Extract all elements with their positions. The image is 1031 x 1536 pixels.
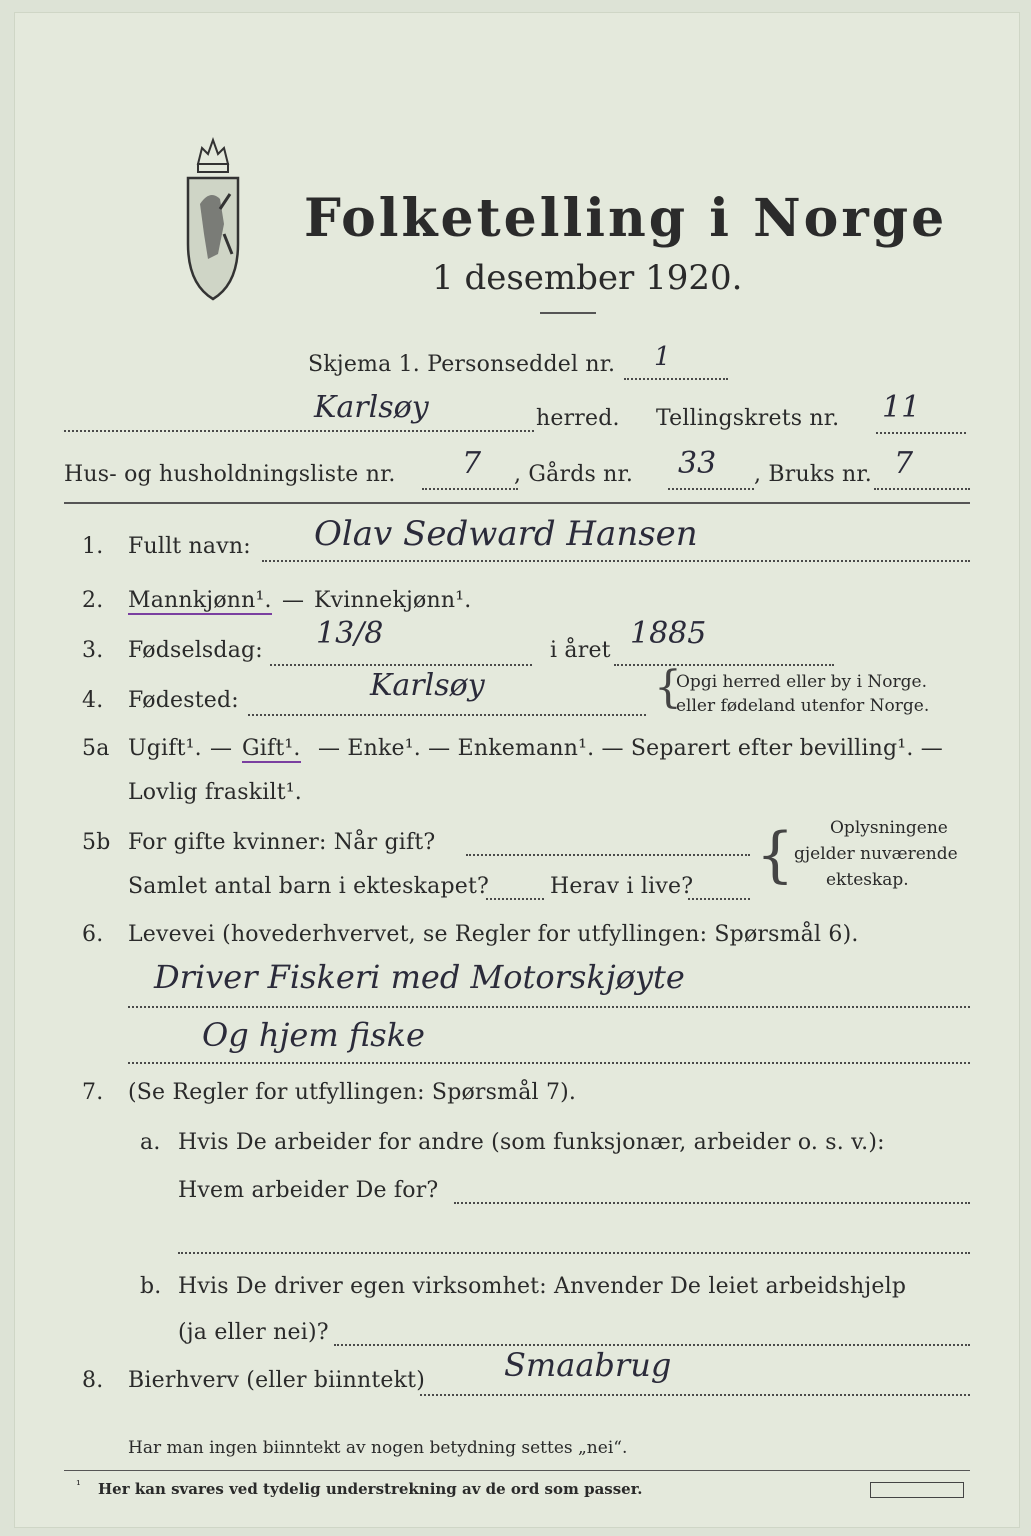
q8-value: Smaabrug bbox=[504, 1346, 672, 1384]
herred-value: Karlsøy bbox=[314, 390, 429, 425]
form-date: 1 desember 1920. bbox=[432, 258, 743, 298]
bruks-label: , Bruks nr. bbox=[754, 462, 872, 487]
q4-number: 4. bbox=[82, 688, 104, 713]
herred-label: herred. bbox=[536, 406, 620, 431]
q5a-rest: — Enke¹. — Enkemann¹. — Separert efter bevilling¹. — bbox=[318, 736, 943, 761]
q7b-question: (ja eller nei)? bbox=[178, 1320, 329, 1345]
q7-label: (Se Regler for utfyllingen: Spørsmål 7). bbox=[128, 1080, 577, 1105]
q5b-line-1 bbox=[466, 854, 750, 856]
q5b-note-3: ekteskap. bbox=[826, 870, 909, 890]
q7a-question: Hvem arbeider De for? bbox=[178, 1178, 439, 1203]
q5a-number: 5a bbox=[82, 736, 110, 761]
q7a-line-1 bbox=[454, 1202, 970, 1204]
q3-day-value: 13/8 bbox=[316, 616, 384, 651]
hus-line bbox=[422, 488, 518, 490]
q5b-line-3 bbox=[688, 898, 750, 900]
q6-line-1 bbox=[128, 1006, 970, 1008]
q5b-label-2: Samlet antal barn i ekteskapet? bbox=[128, 874, 490, 899]
q4-value: Karlsøy bbox=[370, 668, 485, 703]
q2-number: 2. bbox=[82, 588, 104, 613]
header-divider bbox=[64, 502, 970, 504]
q3-label: Fødselsdag: bbox=[128, 638, 263, 663]
q4-brace: { bbox=[654, 662, 682, 713]
q5a-dash: — bbox=[210, 736, 233, 761]
footer-divider bbox=[64, 1470, 970, 1471]
q8-number: 8. bbox=[82, 1368, 104, 1393]
q5b-note-1: Oplysningene bbox=[830, 818, 948, 838]
q2-separator: — bbox=[282, 588, 305, 613]
herred-line bbox=[64, 430, 534, 432]
footnote-number: ¹ bbox=[76, 1478, 81, 1492]
title-divider bbox=[540, 312, 596, 314]
form-title: Folketelling i Norge bbox=[304, 188, 948, 249]
bruks-value: 7 bbox=[894, 446, 914, 481]
q4-line bbox=[248, 714, 646, 716]
coat-of-arms-icon bbox=[180, 134, 246, 304]
footer-note: Har man ingen biinntekt av nogen betydning settes „nei“. bbox=[128, 1438, 628, 1458]
q1-label: Fullt navn: bbox=[128, 534, 251, 559]
q5a-fraskilt: Lovlig fraskilt¹. bbox=[128, 780, 302, 805]
krets-label: Tellingskrets nr. bbox=[656, 406, 840, 431]
hus-value: 7 bbox=[462, 446, 482, 481]
q6-number: 6. bbox=[82, 922, 104, 947]
q3-year-label: i året bbox=[550, 638, 611, 663]
q3-year-line bbox=[614, 664, 834, 666]
q7a-letter: a. bbox=[140, 1130, 161, 1155]
q7a-line-2 bbox=[178, 1252, 970, 1254]
q1-line bbox=[262, 560, 970, 562]
gards-value: 33 bbox=[678, 446, 717, 481]
q3-year-value: 1885 bbox=[630, 616, 707, 651]
census-form bbox=[14, 12, 1020, 1528]
schema-nr-value: 1 bbox=[654, 342, 671, 372]
hus-label: Hus- og husholdningsliste nr. bbox=[64, 462, 396, 487]
q5b-brace: { bbox=[756, 820, 795, 890]
q7a-text: Hvis De arbeider for andre (som funksjonær, arbeider o. s. v.): bbox=[178, 1130, 885, 1155]
q3-number: 3. bbox=[82, 638, 104, 663]
q5b-label-1: For gifte kvinner: Når gift? bbox=[128, 830, 436, 855]
q4-note-2: eller fødeland utenfor Norge. bbox=[676, 696, 930, 716]
q1-number: 1. bbox=[82, 534, 104, 559]
krets-value: 11 bbox=[882, 390, 921, 425]
gards-line bbox=[668, 488, 754, 490]
q3-day-line bbox=[270, 664, 532, 666]
printer-stamp-icon bbox=[870, 1482, 964, 1498]
q2-mannkjonn: Mannkjønn¹. bbox=[128, 588, 272, 613]
q7b-letter: b. bbox=[140, 1274, 162, 1299]
q1-value: Olav Sedward Hansen bbox=[314, 514, 698, 554]
krets-line bbox=[876, 432, 966, 434]
schema-label: Skjema 1. Personseddel nr. bbox=[308, 352, 616, 377]
bruks-line bbox=[874, 488, 970, 490]
q6-label: Levevei (hovederhvervet, se Regler for utfyllingen: Spørsmål 6). bbox=[128, 922, 859, 947]
q5b-number: 5b bbox=[82, 830, 111, 855]
footnote-text: Her kan svares ved tydelig understrekning av de ord som passer. bbox=[98, 1480, 643, 1498]
q5a-gift: Gift¹. bbox=[242, 736, 301, 761]
q5b-label-3: Herav i live? bbox=[550, 874, 694, 899]
q4-note-1: Opgi herred eller by i Norge. bbox=[676, 672, 927, 692]
q6-value-2: Og hjem fiske bbox=[202, 1016, 425, 1054]
q5b-line-2 bbox=[486, 898, 544, 900]
q4-label: Fødested: bbox=[128, 688, 239, 713]
q6-line-2 bbox=[128, 1062, 970, 1064]
q2-kvinnekjonn: Kvinnekjønn¹. bbox=[314, 588, 472, 613]
q8-line bbox=[420, 1394, 970, 1396]
q8-label: Bierhverv (eller biinntekt) bbox=[128, 1368, 426, 1393]
q7-number: 7. bbox=[82, 1080, 104, 1105]
q6-value-1: Driver Fiskeri med Motorskjøyte bbox=[154, 958, 685, 996]
q5b-note-2: gjelder nuværende bbox=[794, 844, 958, 864]
gards-label: , Gårds nr. bbox=[514, 462, 634, 487]
schema-nr-line bbox=[624, 378, 728, 380]
q7b-text: Hvis De driver egen virksomhet: Anvender De leiet arbeidshjelp bbox=[178, 1274, 907, 1299]
q5a-ugift: Ugift¹. bbox=[128, 736, 202, 761]
